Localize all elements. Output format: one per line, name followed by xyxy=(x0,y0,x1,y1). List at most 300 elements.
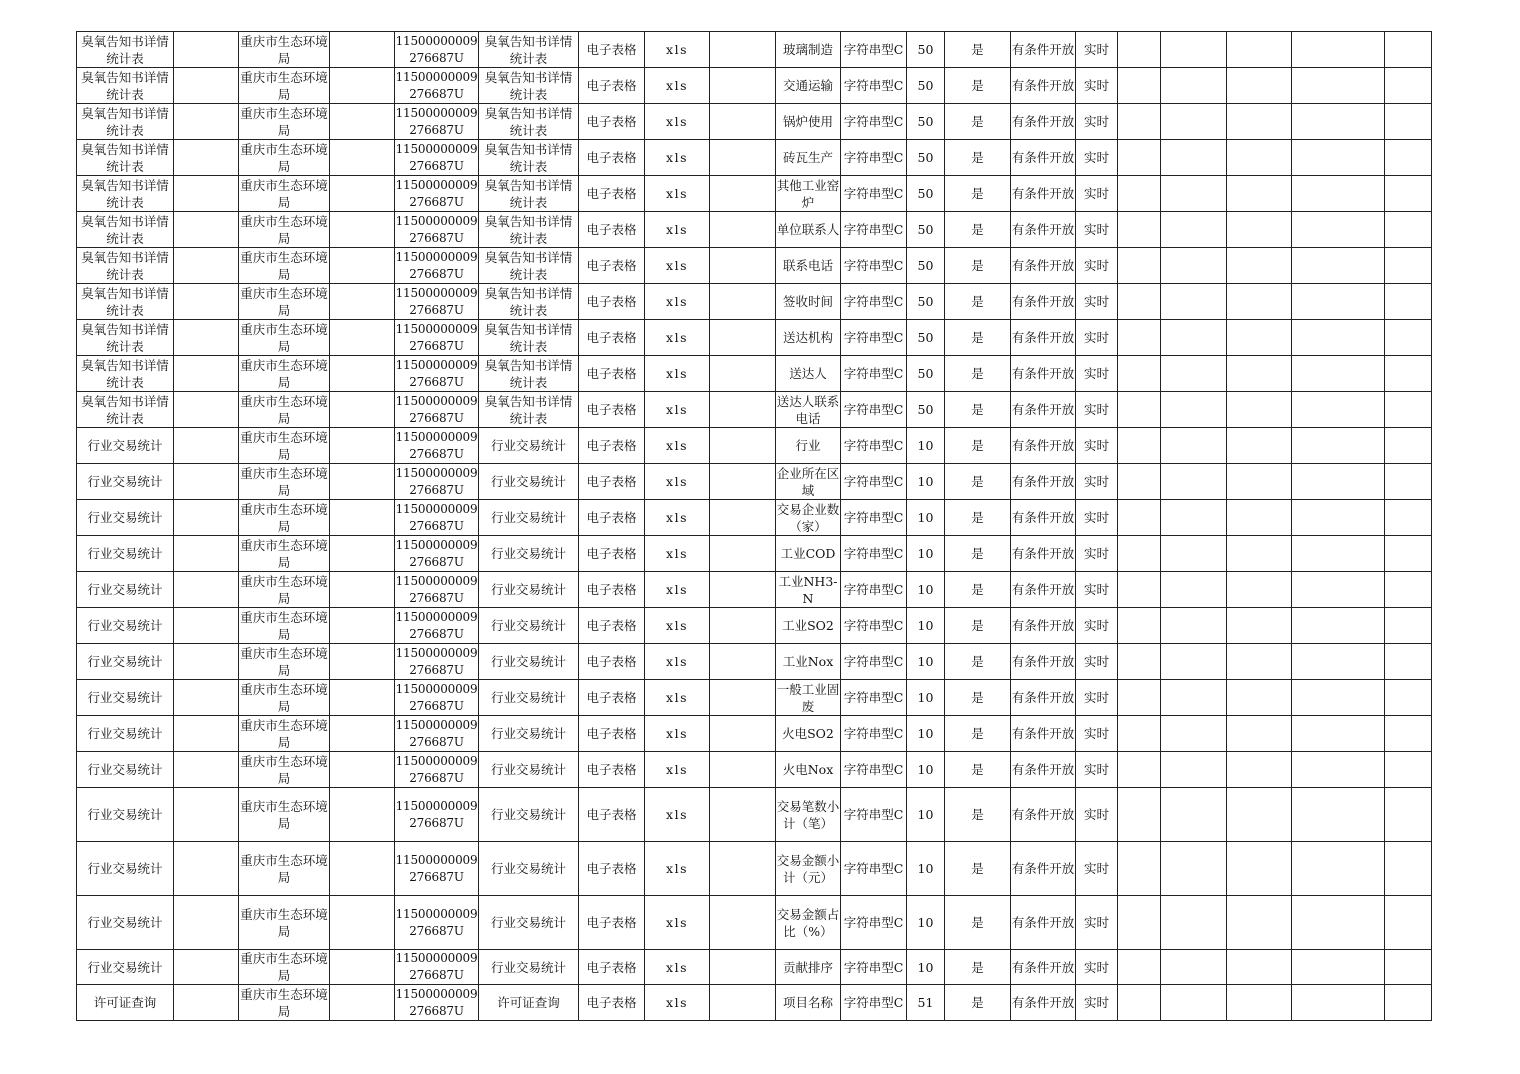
required-flag-cell: 是 xyxy=(945,500,1011,536)
blank-cell xyxy=(1227,896,1292,950)
file-format-cell: xls xyxy=(645,842,710,896)
field-length-cell: 10 xyxy=(907,644,945,680)
blank-cell xyxy=(1118,104,1161,140)
update-frequency-cell: 实时 xyxy=(1076,752,1118,788)
file-format-cell: xls xyxy=(645,104,710,140)
required-flag-cell: 是 xyxy=(945,176,1011,212)
blank-cell xyxy=(330,716,395,752)
blank-cell xyxy=(1118,680,1161,716)
blank-cell xyxy=(1118,464,1161,500)
blank-cell xyxy=(174,896,239,950)
department-cell: 重庆市生态环境局 xyxy=(240,69,328,102)
resource-kind-cell: 电子表格 xyxy=(579,788,645,842)
table-row xyxy=(77,985,1432,1021)
data-type-cell: 字符串型C xyxy=(841,536,907,572)
resource-name-cell: 行业交易统计 xyxy=(77,428,174,464)
blank-cell xyxy=(174,320,239,356)
blank-cell xyxy=(1385,248,1432,284)
department-cell: 重庆市生态环境局 xyxy=(240,321,328,354)
table-row xyxy=(77,608,1432,644)
resource-name-cell: 臭氧告知书详情统计表 xyxy=(77,176,174,212)
blank-cell xyxy=(330,428,395,464)
data-type-cell: 字符串型C xyxy=(841,320,907,356)
resource-title-cell: 臭氧告知书详情统计表 xyxy=(479,176,579,212)
blank-cell xyxy=(1385,985,1432,1021)
required-flag-cell: 是 xyxy=(945,68,1011,104)
blank-cell xyxy=(1385,644,1432,680)
blank-cell xyxy=(1227,644,1292,680)
data-type-cell: 字符串型C xyxy=(841,356,907,392)
table-row xyxy=(77,572,1432,608)
resource-name-cell: 行业交易统计 xyxy=(77,644,174,680)
blank-cell xyxy=(710,985,776,1021)
required-flag-cell: 是 xyxy=(945,985,1011,1021)
department-cell: 重庆市生态环境局 xyxy=(240,33,328,66)
blank-cell xyxy=(1292,32,1385,68)
blank-cell xyxy=(1385,32,1432,68)
table-row xyxy=(77,320,1432,356)
blank-cell xyxy=(1118,985,1161,1021)
resource-kind-cell: 电子表格 xyxy=(579,644,645,680)
table-row xyxy=(77,950,1432,985)
blank-cell xyxy=(1385,896,1432,950)
blank-cell xyxy=(1385,788,1432,842)
resource-title-cell: 行业交易统计 xyxy=(479,500,579,536)
blank-cell xyxy=(1227,680,1292,716)
file-format-cell: xls xyxy=(645,32,710,68)
field-name-cell: 送达人联系电话 xyxy=(776,393,840,426)
department-cell: 重庆市生态环境局 xyxy=(240,717,328,750)
blank-cell xyxy=(1385,536,1432,572)
required-flag-cell: 是 xyxy=(945,572,1011,608)
department-cell: 重庆市生态环境局 xyxy=(240,429,328,462)
blank-cell xyxy=(1227,716,1292,752)
required-flag-cell: 是 xyxy=(945,536,1011,572)
blank-cell xyxy=(1292,464,1385,500)
required-flag-cell: 是 xyxy=(945,356,1011,392)
blank-cell xyxy=(1385,68,1432,104)
table-row xyxy=(77,140,1432,176)
field-length-cell: 51 xyxy=(907,985,945,1021)
resource-kind-cell: 电子表格 xyxy=(579,176,645,212)
resource-name-cell: 行业交易统计 xyxy=(77,842,174,896)
table-row xyxy=(77,842,1432,896)
department-cell: 重庆市生态环境局 xyxy=(240,141,328,174)
update-frequency-cell: 实时 xyxy=(1076,320,1118,356)
blank-cell xyxy=(1292,788,1385,842)
field-name-cell: 锅炉使用 xyxy=(776,104,841,140)
field-length-cell: 10 xyxy=(907,464,945,500)
update-frequency-cell: 实时 xyxy=(1076,680,1118,716)
blank-cell xyxy=(1292,392,1385,428)
blank-cell xyxy=(1118,356,1161,392)
blank-cell xyxy=(1292,985,1385,1021)
resource-title-cell: 臭氧告知书详情统计表 xyxy=(479,212,579,248)
open-type-cell: 有条件开放 xyxy=(1011,212,1076,248)
blank-cell xyxy=(330,32,395,68)
table-row xyxy=(77,428,1432,464)
blank-cell xyxy=(1161,950,1227,985)
blank-cell xyxy=(330,176,395,212)
blank-cell xyxy=(330,536,395,572)
resource-title-cell: 行业交易统计 xyxy=(479,788,579,842)
blank-cell xyxy=(1292,248,1385,284)
blank-cell xyxy=(1118,392,1161,428)
blank-cell xyxy=(1292,356,1385,392)
field-name-cell: 行业 xyxy=(776,428,841,464)
department-cell: 重庆市生态环境局 xyxy=(240,753,328,786)
resource-title-cell: 行业交易统计 xyxy=(479,716,579,752)
credit-code-cell: 11500000009276687U xyxy=(395,680,479,716)
resource-kind-cell: 电子表格 xyxy=(579,536,645,572)
blank-cell xyxy=(330,788,395,842)
field-name-cell: 工业COD xyxy=(776,536,841,572)
blank-cell xyxy=(1292,680,1385,716)
field-name-cell: 交易金额小计（元） xyxy=(776,842,841,896)
resource-kind-cell: 电子表格 xyxy=(579,104,645,140)
required-flag-cell: 是 xyxy=(945,716,1011,752)
blank-cell xyxy=(1385,716,1432,752)
resource-title-cell: 行业交易统计 xyxy=(479,680,579,716)
resource-title-cell: 行业交易统计 xyxy=(479,428,579,464)
blank-cell xyxy=(330,68,395,104)
resource-kind-cell: 电子表格 xyxy=(579,716,645,752)
blank-cell xyxy=(1118,68,1161,104)
blank-cell xyxy=(1292,104,1385,140)
blank-cell xyxy=(1118,428,1161,464)
open-type-cell: 有条件开放 xyxy=(1011,950,1076,985)
open-type-cell: 有条件开放 xyxy=(1011,680,1076,716)
blank-cell xyxy=(1292,752,1385,788)
credit-code-cell: 11500000009276687U xyxy=(395,428,479,464)
department-cell: 重庆市生态环境局 xyxy=(240,951,328,983)
update-frequency-cell: 实时 xyxy=(1076,212,1118,248)
update-frequency-cell: 实时 xyxy=(1076,176,1118,212)
resource-name-cell: 行业交易统计 xyxy=(77,464,174,500)
blank-cell xyxy=(1161,788,1227,842)
blank-cell xyxy=(1292,428,1385,464)
data-type-cell: 字符串型C xyxy=(841,284,907,320)
field-length-cell: 50 xyxy=(907,320,945,356)
update-frequency-cell: 实时 xyxy=(1076,32,1118,68)
table-row xyxy=(77,392,1432,428)
table-row xyxy=(77,680,1432,716)
blank-cell xyxy=(1118,32,1161,68)
open-type-cell: 有条件开放 xyxy=(1011,356,1076,392)
credit-code-cell: 11500000009276687U xyxy=(395,950,479,985)
resource-name-cell: 臭氧告知书详情统计表 xyxy=(77,248,174,284)
field-length-cell: 50 xyxy=(907,176,945,212)
table-row xyxy=(77,464,1432,500)
blank-cell xyxy=(1385,284,1432,320)
update-frequency-cell: 实时 xyxy=(1076,985,1118,1021)
credit-code-cell: 11500000009276687U xyxy=(395,284,479,320)
resource-title-cell: 行业交易统计 xyxy=(479,950,579,985)
resource-name-cell: 行业交易统计 xyxy=(77,896,174,950)
field-length-cell: 50 xyxy=(907,212,945,248)
required-flag-cell: 是 xyxy=(945,248,1011,284)
blank-cell xyxy=(330,464,395,500)
blank-cell xyxy=(1118,842,1161,896)
blank-cell xyxy=(1227,500,1292,536)
blank-cell xyxy=(330,752,395,788)
data-type-cell: 字符串型C xyxy=(841,140,907,176)
blank-cell xyxy=(1161,248,1227,284)
required-flag-cell: 是 xyxy=(945,680,1011,716)
resource-title-cell: 行业交易统计 xyxy=(479,644,579,680)
field-length-cell: 10 xyxy=(907,536,945,572)
table-row xyxy=(77,716,1432,752)
credit-code-cell: 11500000009276687U xyxy=(395,644,479,680)
field-name-cell: 贡献排序 xyxy=(776,950,841,985)
file-format-cell: xls xyxy=(645,716,710,752)
resource-kind-cell: 电子表格 xyxy=(579,212,645,248)
resource-title-cell: 臭氧告知书详情统计表 xyxy=(479,104,579,140)
credit-code-cell: 11500000009276687U xyxy=(395,392,479,428)
update-frequency-cell: 实时 xyxy=(1076,572,1118,608)
table-row xyxy=(77,248,1432,284)
field-length-cell: 10 xyxy=(907,680,945,716)
blank-cell xyxy=(1161,752,1227,788)
field-length-cell: 10 xyxy=(907,716,945,752)
credit-code-cell: 11500000009276687U xyxy=(395,716,479,752)
required-flag-cell: 是 xyxy=(945,608,1011,644)
data-type-cell: 字符串型C xyxy=(841,392,907,428)
resource-name-cell: 臭氧告知书详情统计表 xyxy=(77,32,174,68)
update-frequency-cell: 实时 xyxy=(1076,788,1118,842)
data-type-cell: 字符串型C xyxy=(841,500,907,536)
resource-kind-cell: 电子表格 xyxy=(579,608,645,644)
file-format-cell: xls xyxy=(645,284,710,320)
field-name-cell: 单位联系人 xyxy=(776,212,841,248)
resource-title-cell: 臭氧告知书详情统计表 xyxy=(479,140,579,176)
field-length-cell: 50 xyxy=(907,284,945,320)
open-type-cell: 有条件开放 xyxy=(1011,176,1076,212)
resource-name-cell: 许可证查询 xyxy=(77,985,174,1021)
blank-cell xyxy=(1227,176,1292,212)
blank-cell xyxy=(1385,608,1432,644)
blank-cell xyxy=(710,428,776,464)
file-format-cell: xls xyxy=(645,788,710,842)
blank-cell xyxy=(174,428,239,464)
blank-cell xyxy=(710,104,776,140)
blank-cell xyxy=(330,392,395,428)
credit-code-cell: 11500000009276687U xyxy=(395,464,479,500)
resource-name-cell: 行业交易统计 xyxy=(77,950,174,985)
blank-cell xyxy=(174,32,239,68)
blank-cell xyxy=(1118,500,1161,536)
credit-code-cell: 11500000009276687U xyxy=(395,140,479,176)
blank-cell xyxy=(1292,608,1385,644)
credit-code-cell: 11500000009276687U xyxy=(395,572,479,608)
department-cell: 重庆市生态环境局 xyxy=(240,573,328,606)
field-name-cell: 交易笔数小计（笔） xyxy=(776,788,841,842)
update-frequency-cell: 实时 xyxy=(1076,536,1118,572)
data-type-cell: 字符串型C xyxy=(841,428,907,464)
blank-cell xyxy=(1118,644,1161,680)
resource-kind-cell: 电子表格 xyxy=(579,428,645,464)
blank-cell xyxy=(1161,716,1227,752)
resource-kind-cell: 电子表格 xyxy=(579,985,645,1021)
field-length-cell: 10 xyxy=(907,842,945,896)
update-frequency-cell: 实时 xyxy=(1076,356,1118,392)
data-type-cell: 字符串型C xyxy=(841,985,907,1021)
department-cell: 重庆市生态环境局 xyxy=(240,465,328,498)
blank-cell xyxy=(710,212,776,248)
table-row xyxy=(77,68,1432,104)
blank-cell xyxy=(1227,464,1292,500)
resource-title-cell: 行业交易统计 xyxy=(479,572,579,608)
blank-cell xyxy=(710,572,776,608)
blank-cell xyxy=(1385,842,1432,896)
blank-cell xyxy=(330,896,395,950)
data-type-cell: 字符串型C xyxy=(841,752,907,788)
update-frequency-cell: 实时 xyxy=(1076,464,1118,500)
field-name-cell: 玻璃制造 xyxy=(776,32,841,68)
resource-kind-cell: 电子表格 xyxy=(579,680,645,716)
required-flag-cell: 是 xyxy=(945,950,1011,985)
credit-code-cell: 11500000009276687U xyxy=(395,32,479,68)
blank-cell xyxy=(174,176,239,212)
blank-cell xyxy=(1161,428,1227,464)
field-name-cell: 砖瓦生产 xyxy=(776,140,841,176)
blank-cell xyxy=(1385,428,1432,464)
field-length-cell: 50 xyxy=(907,356,945,392)
resource-kind-cell: 电子表格 xyxy=(579,284,645,320)
blank-cell xyxy=(1118,608,1161,644)
required-flag-cell: 是 xyxy=(945,644,1011,680)
blank-cell xyxy=(1292,140,1385,176)
blank-cell xyxy=(1161,464,1227,500)
blank-cell xyxy=(1227,752,1292,788)
blank-cell xyxy=(710,284,776,320)
file-format-cell: xls xyxy=(645,752,710,788)
table-row xyxy=(77,356,1432,392)
blank-cell xyxy=(1118,896,1161,950)
blank-cell xyxy=(1118,248,1161,284)
resource-name-cell: 行业交易统计 xyxy=(77,536,174,572)
table-row xyxy=(77,104,1432,140)
blank-cell xyxy=(1118,950,1161,985)
resource-title-cell: 臭氧告知书详情统计表 xyxy=(479,248,579,284)
resource-title-cell: 臭氧告知书详情统计表 xyxy=(479,32,579,68)
blank-cell xyxy=(330,500,395,536)
resource-title-cell: 臭氧告知书详情统计表 xyxy=(479,392,579,428)
blank-cell xyxy=(330,104,395,140)
update-frequency-cell: 实时 xyxy=(1076,140,1118,176)
table-row xyxy=(77,32,1432,68)
credit-code-cell: 11500000009276687U xyxy=(395,752,479,788)
blank-cell xyxy=(1161,985,1227,1021)
blank-cell xyxy=(1292,572,1385,608)
blank-cell xyxy=(330,680,395,716)
blank-cell xyxy=(1161,644,1227,680)
blank-cell xyxy=(710,788,776,842)
data-type-cell: 字符串型C xyxy=(841,212,907,248)
blank-cell xyxy=(174,752,239,788)
blank-cell xyxy=(1227,248,1292,284)
blank-cell xyxy=(1385,140,1432,176)
required-flag-cell: 是 xyxy=(945,392,1011,428)
blank-cell xyxy=(174,788,239,842)
blank-cell xyxy=(1385,176,1432,212)
resource-title-cell: 行业交易统计 xyxy=(479,842,579,896)
data-type-cell: 字符串型C xyxy=(841,32,907,68)
blank-cell xyxy=(174,248,239,284)
blank-cell xyxy=(1161,68,1227,104)
resource-kind-cell: 电子表格 xyxy=(579,356,645,392)
blank-cell xyxy=(330,985,395,1021)
open-type-cell: 有条件开放 xyxy=(1011,644,1076,680)
blank-cell xyxy=(1118,716,1161,752)
open-type-cell: 有条件开放 xyxy=(1011,32,1076,68)
resource-kind-cell: 电子表格 xyxy=(579,842,645,896)
blank-cell xyxy=(1227,212,1292,248)
department-cell: 重庆市生态环境局 xyxy=(240,249,328,282)
table-row xyxy=(77,212,1432,248)
table-row xyxy=(77,500,1432,536)
blank-cell xyxy=(330,320,395,356)
resource-title-cell: 臭氧告知书详情统计表 xyxy=(479,284,579,320)
blank-cell xyxy=(1292,536,1385,572)
blank-cell xyxy=(710,248,776,284)
file-format-cell: xls xyxy=(645,248,710,284)
required-flag-cell: 是 xyxy=(945,284,1011,320)
blank-cell xyxy=(1118,176,1161,212)
blank-cell xyxy=(330,644,395,680)
field-length-cell: 10 xyxy=(907,608,945,644)
blank-cell xyxy=(1118,212,1161,248)
blank-cell xyxy=(1385,950,1432,985)
blank-cell xyxy=(710,536,776,572)
open-type-cell: 有条件开放 xyxy=(1011,392,1076,428)
credit-code-cell: 11500000009276687U xyxy=(395,788,479,842)
resource-kind-cell: 电子表格 xyxy=(579,392,645,428)
blank-cell xyxy=(330,212,395,248)
blank-cell xyxy=(1385,680,1432,716)
update-frequency-cell: 实时 xyxy=(1076,500,1118,536)
blank-cell xyxy=(1292,284,1385,320)
update-frequency-cell: 实时 xyxy=(1076,896,1118,950)
blank-cell xyxy=(1385,572,1432,608)
blank-cell xyxy=(1161,842,1227,896)
open-type-cell: 有条件开放 xyxy=(1011,464,1076,500)
blank-cell xyxy=(1292,644,1385,680)
resource-title-cell: 臭氧告知书详情统计表 xyxy=(479,320,579,356)
open-type-cell: 有条件开放 xyxy=(1011,284,1076,320)
blank-cell xyxy=(710,356,776,392)
blank-cell xyxy=(1161,392,1227,428)
blank-cell xyxy=(1227,842,1292,896)
blank-cell xyxy=(710,644,776,680)
blank-cell xyxy=(174,536,239,572)
resource-kind-cell: 电子表格 xyxy=(579,32,645,68)
file-format-cell: xls xyxy=(645,68,710,104)
blank-cell xyxy=(1292,500,1385,536)
resource-kind-cell: 电子表格 xyxy=(579,896,645,950)
blank-cell xyxy=(1227,104,1292,140)
update-frequency-cell: 实时 xyxy=(1076,608,1118,644)
credit-code-cell: 11500000009276687U xyxy=(395,842,479,896)
resource-kind-cell: 电子表格 xyxy=(579,752,645,788)
required-flag-cell: 是 xyxy=(945,752,1011,788)
credit-code-cell: 11500000009276687U xyxy=(395,500,479,536)
resource-name-cell: 行业交易统计 xyxy=(77,608,174,644)
required-flag-cell: 是 xyxy=(945,842,1011,896)
file-format-cell: xls xyxy=(645,536,710,572)
open-type-cell: 有条件开放 xyxy=(1011,68,1076,104)
data-type-cell: 字符串型C xyxy=(841,680,907,716)
